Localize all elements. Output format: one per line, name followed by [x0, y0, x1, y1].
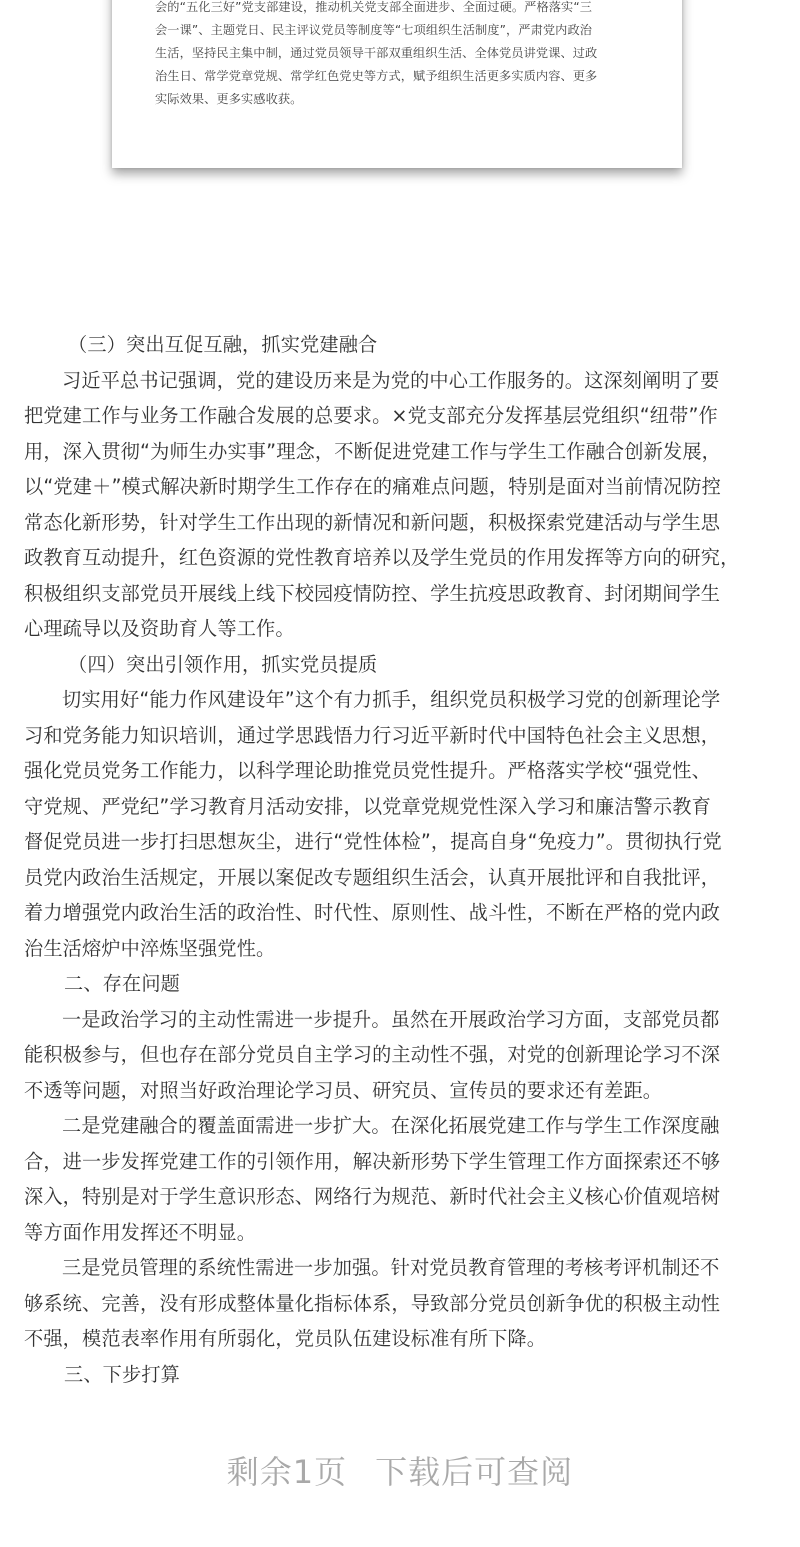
paragraph-line: 守党规、严党纪”学习教育月活动安排，以党章党规党性深入学习和廉洁警示教育	[24, 794, 711, 818]
section-4-heading: （四）突出引领作用，抓实党员提质	[68, 652, 378, 676]
download-to-read-banner[interactable]	[0, 1447, 800, 1493]
paragraph-line: 员党内政治生活规定，开展以案促改专题组织生活会，认真开展批评和自我批评，	[24, 865, 721, 889]
paragraph-line: 不透等问题，对照当好政治理论学习员、研究员、宣传员的要求还有差距。	[24, 1078, 663, 1102]
paragraph-line: 政教育互动提升，红色资源的党性教育培养以及学生党员的作用发挥等方向的研究，	[24, 546, 740, 569]
paragraph-line: 能积极参与，但也存在部分党员自主学习的主动性不强，对党的创新理论学习不深	[24, 1043, 721, 1066]
paragraph-line: 一是政治学习的主动性需进一步提升。虽然在开展政治学习方面，支部党员都	[62, 1007, 720, 1031]
preview-line: 治生日、常学党章党规、常学红色党史等方式，赋予组织生活更多实质内容、更多	[155, 69, 598, 83]
preview-line: 实际效果、更多实感收获。	[155, 92, 303, 106]
paragraph-line: 二是党建融合的覆盖面需进一步扩大。在深化拓展党建工作与学生工作深度融	[62, 1114, 720, 1137]
preview-line: 会的“五化三好”党支部建设，推动机关党支部全面进步、全面过硬。严格落实“三	[155, 0, 593, 14]
paragraph-line: 督促党员进一步打扫思想灰尘，进行“党性体检”，提高自身“免疫力”。贯彻执行党	[24, 830, 722, 853]
paragraph-line: 强化党员党务工作能力，以科学理论助推党员党性提升。严格落实学校“强党性、	[24, 759, 711, 782]
preview-line: 生活，坚持民主集中制，通过党员领导干部双重组织生活、全体党员讲党课、过政	[155, 46, 598, 60]
paragraph-line: 着力增强党内政治生活的政治性、时代性、原则性、战斗性，不断在严格的党内政	[24, 901, 721, 924]
paragraph-line: 不强，模范表率作用有所弱化，党员队伍建设标准有所下降。	[24, 1327, 547, 1350]
paragraph-line: 常态化新形势，针对学生工作出现的新情况和新问题，积极探索党建活动与学生思	[24, 510, 721, 534]
remaining-pages-label: 剩余1页	[226, 1453, 348, 1491]
document-body	[24, 327, 784, 1392]
paragraph-line: 深入，特别是对于学生意识形态、网络行为规范、新时代社会主义核心价值观培树	[24, 1185, 721, 1208]
paragraph-line: 治生活熔炉中淬炼坚强党性。	[24, 936, 276, 960]
paragraph-line: 心理疏导以及资助育人等工作。	[24, 617, 295, 640]
part-2-heading: 二、存在问题	[64, 972, 181, 995]
section-3-heading: （三）突出互促互融，抓实党建融合	[68, 333, 378, 356]
paragraph-line: 等方面作用发挥还不明显。	[24, 1220, 257, 1244]
paragraph-line: 把党建工作与业务工作融合发展的总要求。×党支部充分发挥基层党组织“纽带”作	[24, 404, 718, 427]
paragraph-line: 以“党建＋”模式解决新时期学生工作存在的痛难点问题，特别是面对当前情况防控	[24, 475, 721, 498]
download-hint-label: 下载后可查阅	[375, 1453, 574, 1491]
paragraph-line: 习和党务能力知识培训，通过学思践悟力行习近平新时代中国特色社会主义思想，	[24, 723, 721, 747]
preview-line: 会一课”、主题党日、民主评议党员等制度等“七项组织生活制度”，严肃党内政治	[155, 23, 593, 37]
paragraph-line: 积极组织支部党员开展线上线下校园疫情防控、学生抗疫思政教育、封闭期间学生	[24, 581, 721, 605]
paragraph-line: 够系统、完善，没有形成整体量化指标体系，导致部分党员创新争优的积极主动性	[24, 1291, 721, 1315]
paragraph-line: 习近平总书记强调，党的建设历来是为党的中心工作服务的。这深刻阐明了要	[62, 368, 720, 392]
paragraph-line: 切实用好“能力作风建设年”这个有力抓手，组织党员积极学习党的创新理论学	[62, 688, 721, 711]
paragraph-line: 用，深入贯彻“为师生办实事”理念，不断促进党建工作与学生工作融合创新发展，	[24, 439, 721, 463]
paragraph-line: 合，进一步发挥党建工作的引领作用，解决新形势下学生管理工作方面探索还不够	[24, 1149, 721, 1173]
paragraph-line: 三是党员管理的系统性需进一步加强。针对党员教育管理的考核考评机制还不	[62, 1256, 720, 1279]
part-3-heading: 三、下步打算	[64, 1362, 181, 1386]
previous-page-preview-card	[112, 0, 682, 168]
